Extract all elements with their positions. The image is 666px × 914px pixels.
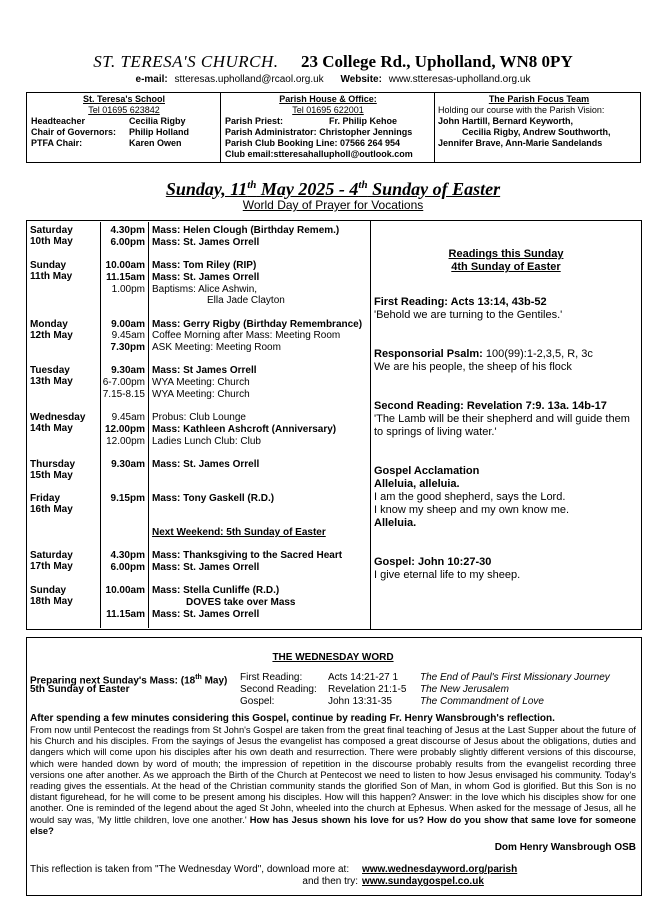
acclamation-line: Alleluia, alleluia. [374, 478, 460, 490]
next-reading-ref: Acts 14:21-27 1 [328, 672, 399, 683]
mass-note: DOVES take over Mass [186, 597, 296, 608]
acclamation-line: I know my sheep and my own know me. [374, 504, 570, 516]
first-reading-label: First Reading: Acts 13:14, 43b-52 [374, 296, 547, 308]
contact-line [0, 74, 666, 86]
info-box [26, 92, 641, 163]
mass-entry: Mass: St. James Orrell [152, 609, 260, 620]
event-time: 12.00pm [106, 436, 145, 447]
mass-time: 11.15am [106, 272, 145, 283]
acclamation-line: I am the good shepherd, says the Lord. [374, 491, 566, 503]
mass-time: 4.30pm [110, 550, 145, 561]
next-reading-label: Second Reading: [240, 684, 317, 695]
event-entry: Ladies Lunch Club: Club [152, 436, 261, 447]
email-link[interactable]: stteresas.upholland@rcaol.org.uk [174, 74, 324, 85]
event-entry: Baptisms: Alice Ashwin, [152, 284, 258, 295]
mass-entry: Mass: St James Orrell [152, 365, 257, 376]
school-title: St. Teresa's School [82, 94, 165, 104]
readings-title: Readings this Sunday [448, 248, 564, 260]
prep-heading: Preparing next Sunday's Mass: (18th May) [30, 674, 228, 687]
mass-entry: Mass: Thanksgiving to the Sacred Heart [152, 550, 343, 561]
event-entry: Coffee Morning after Mass: Meeting Room [152, 330, 341, 341]
mass-time: 11.15am [106, 609, 145, 620]
day-tuesday: Tuesday 13th May [30, 365, 73, 387]
mass-entry: Mass: Stella Cunliffe (R.D.) [152, 585, 280, 596]
mass-time: 12.00pm [104, 424, 145, 435]
parish-house-tel: Tel 01695 622001 [292, 105, 364, 115]
school-role: Headteacher [31, 116, 86, 126]
event-time: 7.15-8.15 [102, 389, 145, 400]
day-wednesday: Wednesday 14th May [30, 412, 86, 434]
school-person: Karen Owen [129, 138, 182, 148]
event-entry: WYA Meeting: Church [152, 389, 250, 400]
page-title: Sunday, 11th May 2025 - 4th Sunday of Easter [165, 179, 501, 199]
school-role: Chair of Governors: [31, 127, 117, 137]
event-time: 7.30pm [110, 342, 145, 353]
event-time: 9.45am [111, 412, 145, 423]
mass-entry: Mass: Tony Gaskell (R.D.) [152, 493, 275, 504]
mass-entry: Mass: Tom Riley (RIP) [152, 260, 257, 271]
admin-row [225, 127, 431, 138]
acclamation-line: Alleluia. [374, 517, 417, 529]
mass-time: 9.30am [111, 459, 145, 470]
day-saturday: Saturday 10th May [30, 225, 73, 247]
mass-entry: Mass: St. James Orrell [152, 237, 260, 248]
website-link[interactable]: www.stteresas-upholland.org.uk [388, 74, 531, 85]
admin-name: Christopher Jennings [319, 127, 413, 137]
first-reading-text: 'Behold we are turning to the Gentiles.' [374, 309, 563, 321]
mass-entry: Mass: St. James Orrell [152, 272, 260, 283]
next-reading-title: The End of Paul's First Missionary Journey [420, 672, 610, 683]
wednesday-word-title: THE WEDNESDAY WORD [272, 652, 394, 663]
next-reading-label: Gospel: [240, 696, 275, 707]
school-row [31, 127, 217, 138]
day-sunday-next: Sunday 18th May [30, 585, 73, 607]
mass-time: 6.00pm [110, 237, 145, 248]
focus-members: John Hartill, Bernard Keyworth, [438, 116, 574, 126]
focus-section [438, 94, 640, 149]
mass-time: 10.00am [105, 260, 145, 271]
priest-label: Parish Priest: [225, 116, 284, 126]
wednesday-word-link[interactable]: www.wednesdayword.org/parish [362, 864, 518, 875]
event-entry: Probus: Club Lounge [152, 412, 246, 423]
mass-time: 6.00pm [110, 562, 145, 573]
church-name: ST. TERESA'S CHURCH. [93, 52, 279, 71]
mass-time: 4.30pm [110, 225, 145, 236]
email-label: e-mail: [135, 74, 168, 85]
day-thursday: Thursday 15th May [30, 459, 76, 481]
school-section [31, 94, 217, 149]
event-time: 9.45am [111, 330, 145, 341]
psalm-label: Responsorial Psalm: 100(99):1-2,3,5, R, 3c [374, 348, 593, 360]
website-label: Website: [340, 74, 382, 85]
mass-entry: Mass: Helen Clough (Birthday Remem.) [152, 225, 340, 236]
school-person: Philip Holland [129, 127, 189, 137]
reflection-source: This reflection is taken from "The Wednesday Word", download more at: [30, 864, 350, 875]
prep-subheading: 5th Sunday of Easter [30, 684, 130, 695]
gospel-label: Gospel: John 10:27-30 [374, 556, 492, 568]
next-reading-label: First Reading: [240, 672, 303, 683]
school-tel: Tel 01695 623842 [88, 105, 160, 115]
next-reading-ref: Revelation 21:1-5 [328, 684, 407, 695]
event-time: 1.00pm [111, 284, 145, 295]
focus-members: Cecilia Rigby, Andrew Southworth, [462, 127, 611, 137]
sunday-gospel-link[interactable]: www.sundaygospel.co.uk [362, 876, 484, 887]
admin-label: Parish Administrator: [225, 127, 317, 137]
parish-house-title: Parish House & Office: [279, 94, 377, 104]
event-entry: WYA Meeting: Church [152, 377, 250, 388]
church-address: 23 College Rd., Upholland, WN8 0PY [301, 52, 573, 71]
parish-house-section [225, 94, 431, 160]
next-reading-ref: John 13:31-35 [328, 696, 392, 707]
next-reading-title: The Commandment of Love [420, 696, 544, 707]
psalm-text: We are his people, the sheep of his flock [374, 361, 572, 373]
readings-subtitle: 4th Sunday of Easter [451, 261, 561, 273]
next-reading-title: The New Jerusalem [420, 684, 509, 695]
focus-intro: Holding our course with the Parish Vision: [438, 105, 605, 115]
club-booking: Parish Club Booking Line: 07566 264 954 [225, 138, 401, 148]
day-monday: Monday 12th May [30, 319, 73, 341]
also-try-label: and then try: [302, 876, 358, 887]
mass-time: 9.15pm [110, 493, 145, 504]
school-row [31, 138, 217, 149]
school-row [31, 116, 217, 127]
event-entry: ASK Meeting: Meeting Room [152, 342, 281, 353]
priest-row [225, 116, 431, 127]
mass-time: 9.00am [111, 319, 145, 330]
mass-entry: Mass: St. James Orrell [152, 459, 260, 470]
gospel-text: I give eternal life to my sheep. [374, 569, 521, 581]
mass-time: 9.30am [111, 365, 145, 376]
mass-schedule [30, 222, 368, 628]
mass-entry: Mass: St. James Orrell [152, 562, 260, 573]
second-reading-label: Second Reading: Revelation 7:9. 13a. 14b-17 [374, 400, 607, 412]
mass-entry: Mass: Kathleen Ashcroft (Anniversary) [152, 424, 337, 435]
club-email[interactable]: Club email:stteresahallupholl@outlook.com [225, 149, 413, 159]
day-friday: Friday 16th May [30, 493, 73, 515]
event-time: 6-7.00pm [102, 377, 145, 388]
reflection-intro: After spending a few minutes considering this Gospel, continue by reading Fr. Henry Wansbrough's reflection. [30, 713, 555, 724]
reflection-question: How has Jesus shown his love for us? How do you show that same love for someone else? [30, 814, 636, 836]
focus-members: Jennifer Brave, Ann-Marie Sandelands [438, 138, 603, 148]
priest-name: Fr. Philip Kehoe [329, 116, 398, 126]
event-entry: Ella Jade Clayton [207, 295, 285, 306]
day-saturday-next: Saturday 17th May [30, 550, 73, 572]
focus-title: The Parish Focus Team [488, 94, 590, 104]
day-sunday: Sunday 11th May [30, 260, 73, 282]
school-person: Cecilia Rigby [129, 116, 186, 126]
second-reading-text: 'The Lamb will be their shepherd and will guide them to springs of living water.' [374, 413, 630, 438]
school-role: PTFA Chair: [31, 138, 83, 148]
mass-entry: Mass: Gerry Rigby (Birthday Remembrance) [152, 319, 363, 330]
reflection-signature: Dom Henry Wansbrough OSB [494, 842, 636, 853]
mass-time: 10.00am [105, 585, 145, 596]
page-subtitle: World Day of Prayer for Vocations [242, 198, 424, 212]
acclamation-label: Gospel Acclamation [374, 465, 480, 477]
next-weekend-heading: Next Weekend: 5th Sunday of Easter [152, 527, 326, 538]
reflection-body: From now until Pentecost the readings from St John's Gospel are taken from the great final teaching of Jesus at the Last Supper about the future of his Church and his disciples. From the sayings of Jesus the evangelist has composed a great discourse of Jesus about the obligations, duties and dangers which will come upon his disciples after his own death and resurrection. There were probably slightly different versions of this discourse, which were handed down by word of mouth; the impression of repetition in the discourse probably results from the evangelist recording three versions one after another. As we approach the Birth of the Church at Pentecost we need to listen to how Jesus envisaged his community. Today's reading gives the essentials. At the head of the Christian community stands the glorified Son of Man, in whom God is glorified. But this Son is no distant figurehead, for he will come to be present among his disciples. How will this happen? Answer: in the love which his disciples show for one another. One is reminded of the legend about the aged St John, wheeled into the church at Ephesus. When asked for the message of Jesus, all he would say was, 'My little children, love one another.' How has Jesus shown his love for us? How do you show that same love for someone else? [30, 725, 636, 836]
church-header [0, 52, 666, 72]
